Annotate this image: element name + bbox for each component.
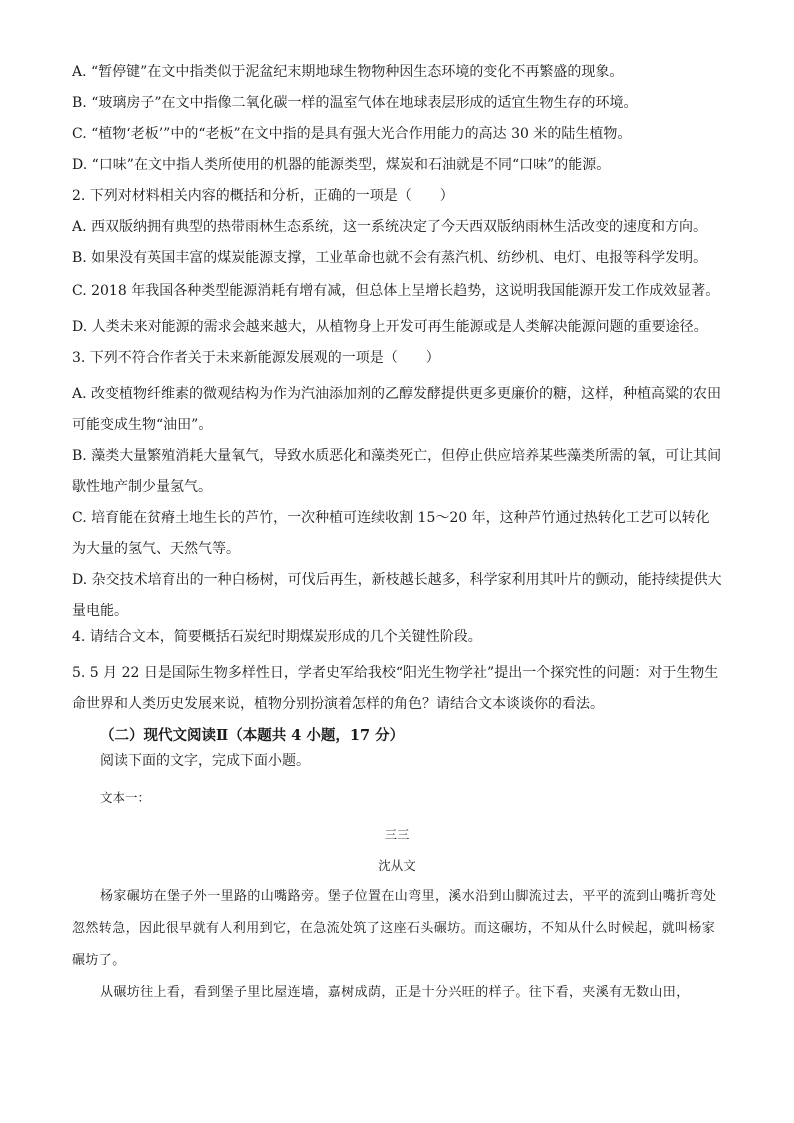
story-paragraph: 杨家碾坊在堡子外一里路的山嘴路旁。堡子位置在山弯里，溪水沿到山脚流过去，平平的流到山嘴折弯处忽然转急，因此很早就有人利用到它，在急流处筑了这座石头碾坊。而这碾坊，不知从什么时候起，就叫杨家碾坊了。 (72, 889, 717, 968)
q1-option-c: C. “植物‘老板’”中的“老板”在文中指的是具有强大光合作用能力的高达 30 米的陆生植物。 (72, 126, 632, 142)
q2-option-b: B. 如果没有英国丰富的煤炭能源支撑，工业革命也就不会有蒸汽机、纺纱机、电灯、电报等科学发明。 (72, 250, 708, 266)
story-body (72, 881, 722, 1009)
q3-option-a: A. 改变植物纤维素的微观结构为作为汽油添加剂的乙醇发酵提供更多更廉价的糖，这样，种植高粱的农田可能变成生物“油田”。 (72, 386, 722, 433)
q2-option-d: D. 人类未来对能源的需求会越来越大，从植物身上开发可再生能源或是人类解决能源问题的重要途径。 (72, 319, 708, 335)
q2-stem: 2. 下列对材料相关内容的概括和分析，正确的一项是（ ） (72, 188, 454, 204)
reading-instruction: 阅读下面的文字，完成下面小题。 (100, 753, 310, 769)
question-5: 5. 5 月 22 日是国际生物多样性日，学者史军给我校“阳光生物学社”提出一个探究性的问题：对于生物生命世界和人类历史发展来说，植物分别扮演着怎样的角色？请结合文本谈谈你的看法。 (72, 665, 719, 712)
story-paragraph: 从碾坊往上看，看到堡子里比屋连墙，嘉树成荫，正是十分兴旺的样子。往下看，夹溪有无数山田， (100, 985, 690, 1000)
q2-option-a: A. 西双版纳拥有典型的热带雨林生态系统，这一系统决定了今天西双版纳雨林生活改变的速度和方向。 (72, 219, 708, 235)
q1-options (72, 62, 722, 186)
question-2 (72, 186, 722, 348)
story-author: 沈从文 (378, 858, 416, 873)
question-3 (72, 348, 722, 627)
exam-page (72, 62, 722, 1009)
question-4: 4. 请结合文本，简要概括石炭纪时期煤炭形成的几个关键性阶段。 (72, 629, 482, 645)
q3-option-d: D. 杂交技术培育出的一种白杨树，可伐后再生，新枝越长越多，科学家利用其叶片的颤动，能持续提供大量电能。 (72, 572, 722, 619)
q3-option-c: C. 培育能在贫瘠土地生长的芦竹，一次种植可连续收割 15～20 年，这种芦竹通过热转化工艺可以转化为大量的氢气、天然气等。 (72, 510, 710, 557)
story-title: 三三 (384, 827, 410, 842)
q3-stem: 3. 下列不符合作者关于未来新能源发展观的一项是（ ） (72, 350, 440, 366)
q3-option-b: B. 藻类大量繁殖消耗大量氧气，导致水质恶化和藻类死亡，但停止供应培养某些藻类所需的氧，可让其间歇性地产制少量氢气。 (72, 448, 722, 495)
q2-option-c: C. 2018 年我国各种类型能源消耗有增有减，但总体上呈增长趋势，这说明我国能源开发工作成效显著。 (72, 283, 720, 299)
q1-option-b: B. “玻璃房子”在文中指像二氧化碳一样的温室气体在地球表层形成的适宜生物生存的环境。 (72, 95, 638, 111)
q1-option-d: D. “口味”在文中指人类所使用的机器的能源类型，煤炭和石油就是不同“口味”的能源。 (72, 157, 611, 173)
text-label: 文本一： (100, 790, 151, 805)
section-heading: （二）现代文阅读Ⅱ（本题共 4 小题，17 分） (100, 727, 405, 744)
q1-option-a: A. “暂停键”在文中指类似于泥盆纪末期地球生物物种因生态环境的变化不再繁盛的现象。 (72, 64, 624, 80)
